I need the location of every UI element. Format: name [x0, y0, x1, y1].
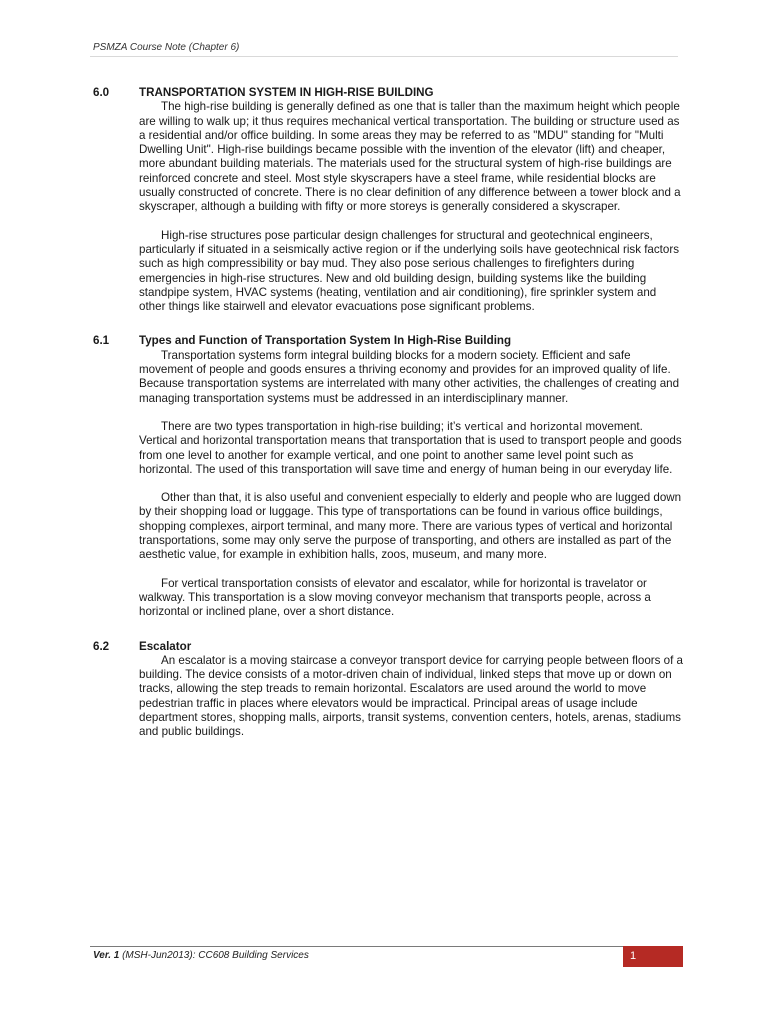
running-footer [93, 950, 309, 961]
section-title: TRANSPORTATION SYSTEM IN HIGH-RISE BUILDING [139, 86, 434, 99]
paragraph-text: There are two types transportation in high-rise building; it’s [161, 419, 465, 433]
paragraph: The high-rise building is generally defined as one that is taller than the maximum height which people are willing to walk up; it thus requires mechanical vertical transportation. The building or structure used as a residential and/or office building. In some areas they may be referred to as "MDU" standing for "Multi Dwelling Unit". High-rise buildings became possible with the invention of the elevator (lift) and cheaper, more abundant building materials. The materials used for the structural system of high-rise buildings are reinforced concrete and steel. Most style skyscrapers have a steel frame, while residential blocks are usually constructed of concrete. There is no clear definition of any difference between a tower block and a skyscraper, although a building with fifty or more storeys is generally considered a skyscraper. [139, 100, 681, 214]
section-6-2 [93, 640, 683, 740]
section-number: 6.1 [93, 334, 110, 348]
paragraph: Other than that, it is also useful and convenient especially to elderly and people who are lugged down by their shopping load or luggage. This type of transportations can be found in various office buildings, shopping complexes, airport terminal, and many more. There are various types of vertical and horizontal transportations, some may only serve the purpose of transporting, and others are installed as part of the aesthetic value, for example in exhibition halls, zoos, museum, and many more. [139, 491, 682, 562]
document-body [93, 86, 683, 760]
page-number: 1 [623, 946, 683, 967]
paragraph-text: movement. Vertical and horizontal transportation means that transportation that is used to transport people and goods from one level to another for example vertical, and one point to another same level point such as horizontal. The used of this transportation will save time and energy of human being in our everyday life. [139, 419, 682, 476]
section-heading [93, 86, 683, 100]
footer-version: Ver. 1 [93, 950, 120, 961]
paragraph-highlight-text: vertical and horizontal [464, 420, 583, 433]
section-heading [93, 334, 683, 348]
paragraph: For vertical transportation consists of elevator and escalator, while for horizontal is travelator or walkway. This transportation is a slow moving conveyor mechanism that transports people, across a horizontal or inclined plane, over a short distance. [139, 576, 651, 619]
running-header: PSMZA Course Note (Chapter 6) [93, 42, 240, 53]
section-6-1 [93, 334, 683, 619]
section-6-0 [93, 86, 683, 314]
paragraph: Transportation systems form integral building blocks for a modern society. Efficient and safe movement of people and goods ensures a thriving economy and provides for an improved quality of life. Because transportation systems are interrelated with many other activities, the challenges of creating and managing transportation systems must be addressed in an interdisciplinary manner. [139, 348, 680, 405]
section-number: 6.0 [93, 86, 110, 99]
footer-divider [90, 946, 680, 947]
section-title: Types and Function of Transportation System In High-Rise Building [139, 334, 512, 348]
paragraph: An escalator is a moving staircase a conveyor transport device for carrying people between floors of a building. The device consists of a motor-driven chain of individual, linked steps that move up or down on tracks, allowing the step treads to remain horizontal. Escalators are used around the world to move pedestrian traffic in places where elevators would be impractical. Principal areas of usage include department stores, shopping malls, airports, transit systems, convention centers, hotels, arenas, stadiums and public buildings. [139, 653, 683, 739]
section-title: Escalator [139, 639, 192, 653]
section-number: 6.2 [93, 639, 110, 653]
header-divider [90, 56, 678, 57]
paragraph: High-rise structures pose particular design challenges for structural and geotechnical engineers, particularly if situated in a seismically active region or if the underlying soils have geotechnical risk factors such as high compressibility or bay mud. They also pose serious challenges to firefighters during emergencies in high-rise structures. New and old building design, building systems like the building standpipe system, HVAC systems (heating, ventilation and air conditioning), fire sprinkler system and other things like stairwell and elevator evacuations pose significant problems. [139, 228, 680, 314]
section-heading [93, 640, 683, 654]
paragraph-mixed-font [139, 420, 683, 477]
footer-course: (MSH-Jun2013): CC608 Building Services [119, 950, 309, 961]
